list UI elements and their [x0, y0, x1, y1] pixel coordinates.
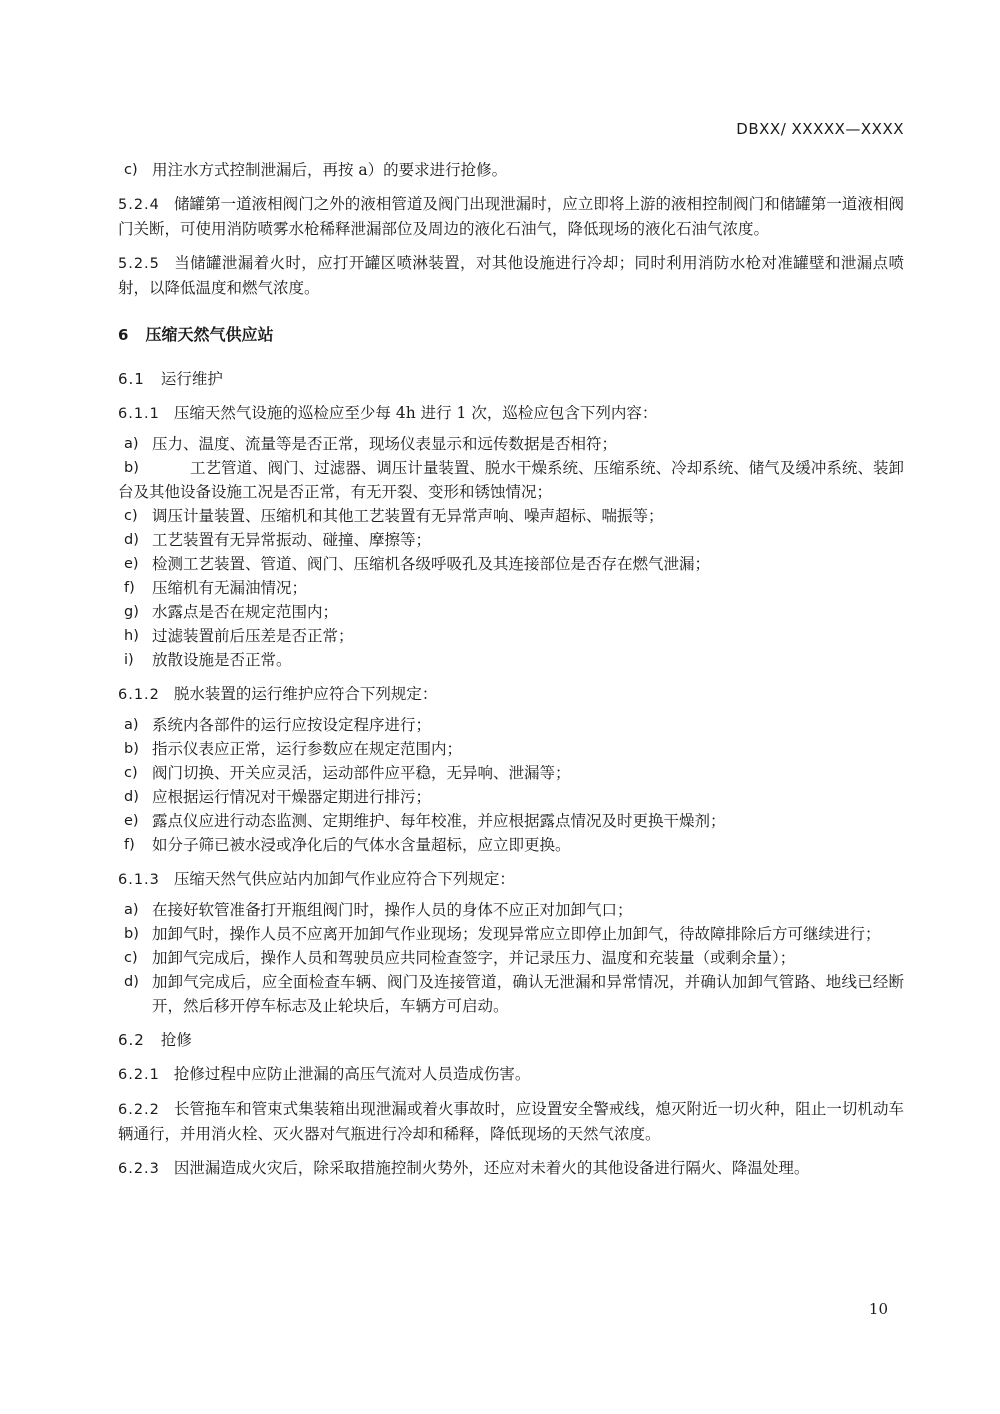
item-mark: d): [124, 789, 139, 805]
list-item: [118, 970, 904, 1018]
item-text: 系统内各部件的运行应按设定程序进行；: [152, 716, 432, 734]
clause-text: 储罐第一道液相阀门之外的液相管道及阀门出现泄漏时，应立即将上游的液相控制阀门和储罐第一道液相阀门关断，可使用消防喷雾水枪稀释泄漏部位及周边的液化石油气，降低现场的液化石油气浓度。: [118, 195, 904, 238]
clause-number: 6.2.2: [118, 1102, 160, 1118]
section-number: 6.2: [118, 1031, 145, 1049]
item-mark: i): [124, 652, 134, 668]
clause-5-2-5: [118, 251, 904, 300]
clause-text: 压缩天然气设施的巡检应至少每 4h 进行 1 次，巡检应包含下列内容：: [173, 404, 658, 422]
clause-5-2-4: [118, 192, 904, 241]
item-mark: g): [124, 604, 139, 620]
list-item: [118, 833, 904, 857]
item-text: 检测工艺装置、管道、阀门、压缩机各级呼吸孔及其连接部位是否存在燃气泄漏；: [152, 555, 711, 573]
list-item: [118, 737, 904, 761]
item-mark: c): [124, 508, 138, 524]
item-text: 露点仪应进行动态监测、定期维护、每年校准，并应根据露点情况及时更换干燥剂；: [152, 812, 726, 830]
clause-text: 因泄漏造成火灾后，除采取措施控制火势外，还应对未着火的其他设备进行隔火、降温处理。: [173, 1159, 810, 1177]
item-mark: d): [124, 532, 139, 548]
section-number: 6.1: [118, 370, 145, 388]
list-item: [118, 922, 904, 946]
intro-list: [118, 158, 904, 182]
item-mark: c): [124, 765, 138, 781]
list-item: [118, 898, 904, 922]
clause-6-1-1: [118, 401, 904, 426]
item-text: 调压计量装置、压缩机和其他工艺装置有无异常声响、噪声超标、喘振等；: [152, 507, 664, 525]
item-mark: a): [124, 717, 139, 733]
document-code: DBXX/ XXXXX—XXXX: [736, 120, 904, 138]
list-item: [118, 713, 904, 737]
clause-number: 6.1.2: [118, 687, 160, 703]
list-item: [118, 504, 904, 528]
item-text: 加卸气时，操作人员不应离开加卸气作业现场；发现异常应立即停止加卸气，待故障排除后方可继续进行；: [152, 925, 881, 943]
section-title: 抢修: [160, 1031, 192, 1049]
list-item: [118, 552, 904, 576]
section-heading: [118, 367, 904, 389]
chapter-number: 6: [118, 326, 130, 344]
item-text: 工艺装置有无异常振动、碰撞、摩擦等；: [152, 531, 432, 549]
item-text: 指示仪表应正常，运行参数应在规定范围内；: [152, 740, 463, 758]
clause-number: 6.1.3: [118, 872, 160, 888]
item-text: 放散设施是否正常。: [152, 651, 292, 669]
clause-6-1-3: [118, 867, 904, 892]
item-mark: c): [124, 162, 138, 178]
item-mark: e): [124, 556, 139, 572]
item-mark: f): [124, 580, 135, 596]
list-item: [118, 624, 904, 648]
clause-6-1-2-list: [118, 713, 904, 857]
item-mark: b): [124, 926, 139, 942]
clause-number: 5.2.5: [118, 256, 160, 272]
clause-6-2-3: [118, 1156, 904, 1181]
item-mark: a): [124, 902, 139, 918]
item-text: 过滤装置前后压差是否正常；: [152, 627, 354, 645]
item-mark: f): [124, 837, 135, 853]
list-item: [118, 576, 904, 600]
clause-text: 脱水装置的运行维护应符合下列规定：: [173, 685, 438, 703]
item-mark: b): [124, 741, 139, 757]
list-item: [118, 946, 904, 970]
item-text: 压缩机有无漏油情况；: [152, 579, 308, 597]
list-item: [118, 528, 904, 552]
list-item: [118, 432, 904, 456]
chapter-title: 压缩天然气供应站: [145, 325, 274, 344]
item-mark: a): [124, 436, 139, 452]
list-item: [118, 158, 904, 182]
item-text: 阀门切换、开关应灵活，运动部件应平稳，无异响、泄漏等；: [152, 764, 571, 782]
clause-number: 6.1.1: [118, 406, 160, 422]
item-text: 如分子筛已被水浸或净化后的气体水含量超标，应立即更换。: [152, 836, 571, 854]
item-mark: e): [124, 813, 139, 829]
list-item: [118, 600, 904, 624]
item-text: 水露点是否在规定范围内；: [152, 603, 339, 621]
item-text: 工艺管道、阀门、过滤器、调压计量装置、脱水干燥系统、压缩系统、冷却系统、储气及缓冲系统、装卸台及其他设备设施工况是否正常，有无开裂、变形和锈蚀情况；: [118, 459, 904, 501]
item-mark: b): [124, 460, 139, 476]
list-item: [118, 785, 904, 809]
clause-6-1-2: [118, 682, 904, 707]
item-mark: c): [124, 950, 138, 966]
clause-text: 压缩天然气供应站内加卸气作业应符合下列规定：: [173, 870, 515, 888]
chapter-heading: [118, 322, 904, 345]
clause-6-1-1-list: [118, 432, 904, 672]
item-text: 用注水方式控制泄漏后，再按 a）的要求进行抢修。: [152, 161, 508, 179]
item-text: 压力、温度、流量等是否正常，现场仪表显示和远传数据是否相符；: [152, 435, 618, 453]
item-mark: d): [124, 974, 139, 990]
list-item: [118, 648, 904, 672]
list-item: [118, 456, 904, 504]
page-number: 10: [868, 1300, 888, 1318]
clause-6-2-1: [118, 1062, 904, 1087]
list-item: [118, 809, 904, 833]
document-body: [118, 158, 904, 1191]
clause-number: 5.2.4: [118, 197, 160, 213]
section-title: 运行维护: [160, 370, 223, 388]
item-text: 加卸气完成后，应全面检查车辆、阀门及连接管道，确认无泄漏和异常情况，并确认加卸气管路、地线已经断开，然后移开停车标志及止轮块后，车辆方可启动。: [152, 973, 904, 1015]
clause-number: 6.2.1: [118, 1067, 160, 1083]
item-mark: h): [124, 628, 139, 644]
section-heading: [118, 1028, 904, 1050]
clause-text: 抢修过程中应防止泄漏的高压气流对人员造成伤害。: [173, 1065, 531, 1083]
item-text: 加卸气完成后，操作人员和驾驶员应共同检查签字，并记录压力、温度和充装量（或剩余量）；: [152, 949, 796, 967]
clause-6-1-3-list: [118, 898, 904, 1018]
item-text: 应根据运行情况对干燥器定期进行排污；: [152, 788, 432, 806]
clause-6-2-2: [118, 1097, 904, 1146]
list-item: [118, 761, 904, 785]
clause-text: 当储罐泄漏着火时，应打开罐区喷淋装置，对其他设施进行冷却；同时利用消防水枪对准罐壁和泄漏点喷射，以降低温度和燃气浓度。: [118, 254, 904, 297]
item-text: 在接好软管准备打开瓶组阀门时，操作人员的身体不应正对加卸气口；: [152, 901, 633, 919]
clause-number: 6.2.3: [118, 1161, 160, 1177]
clause-text: 长管拖车和管束式集装箱出现泄漏或着火事故时，应设置安全警戒线，熄灭附近一切火种，阻止一切机动车辆通行，并用消火栓、灭火器对气瓶进行冷却和稀释，降低现场的天然气浓度。: [118, 1100, 904, 1143]
